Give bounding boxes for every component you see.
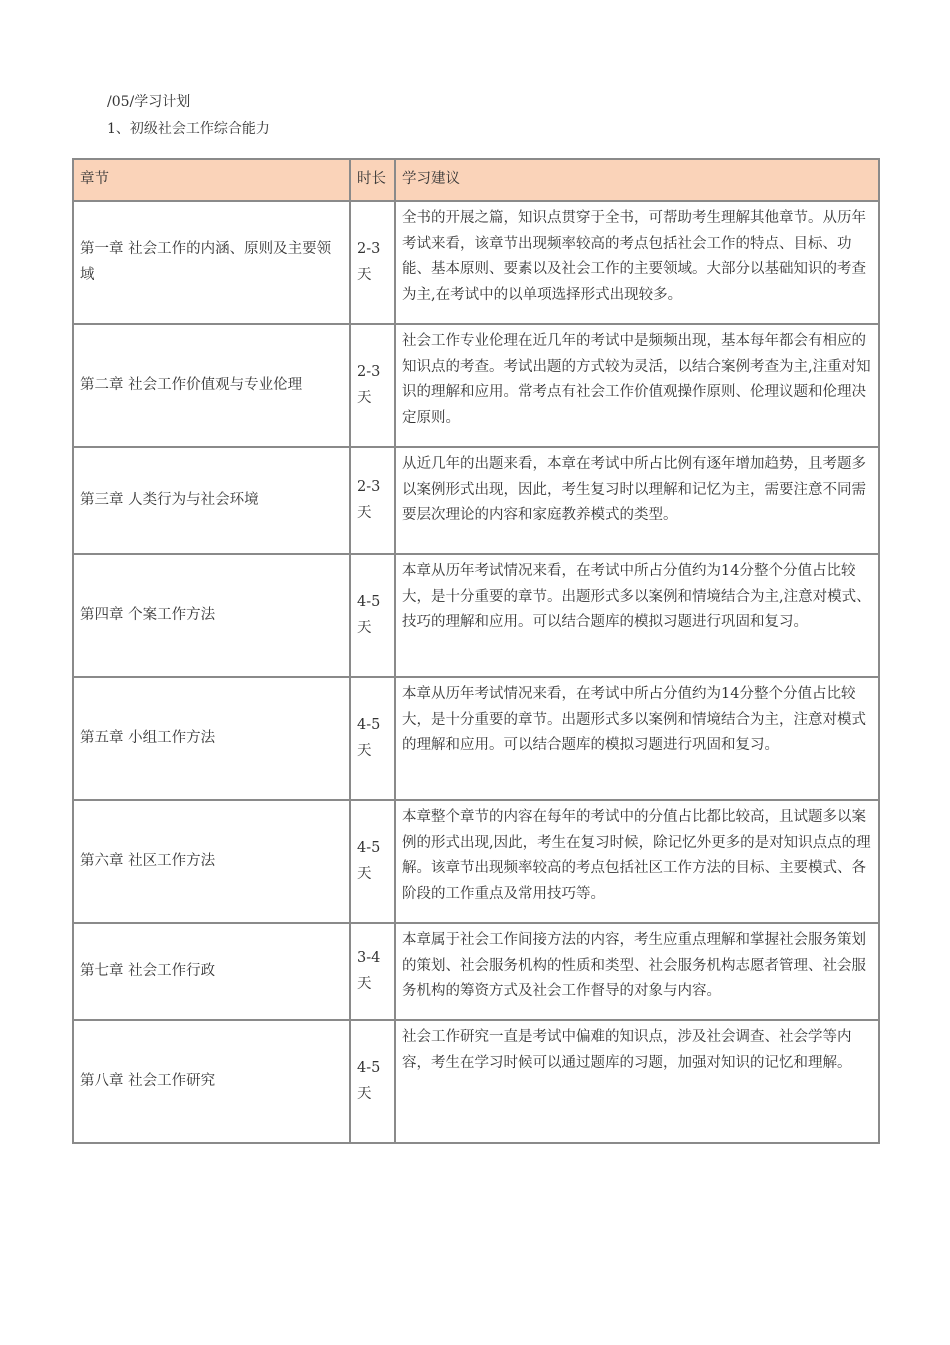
section-path: /05/学习计划 [107,94,191,110]
chapter-cell: 第三章 人类行为与社会环境 [73,447,350,554]
duration-cell: 2-3天 [350,201,395,324]
chapter-cell: 第一章 社会工作的内涵、原则及主要领域 [73,201,350,324]
table-row [73,923,879,1020]
chapter-cell: 第五章 小组工作方法 [73,677,350,800]
chapter-cell: 第八章 社会工作研究 [73,1020,350,1143]
advice-cell: 社会工作专业伦理在近几年的考试中是频频出现，基本每年都会有相应的知识点的考查。考试出题的方式较为灵活，以结合案例考查为主,注重对知识的理解和应用。常考点有社会工作价值观操作原则、伦理议题和伦理决定原则。 [395,324,879,447]
table-row [73,1020,879,1143]
table-row [73,201,879,324]
study-plan-table [72,158,880,1144]
table-row [73,677,879,800]
chapter-cell: 第六章 社区工作方法 [73,800,350,923]
advice-cell: 本章从历年考试情况来看，在考试中所占分值约为14分整个分值占比较大，是十分重要的章节。出题形式多以案例和情境结合为主,注意对模式、技巧的理解和应用。可以结合题库的模拟习题进行巩固和复习。 [395,554,879,677]
advice-cell: 本章整个章节的内容在每年的考试中的分值占比都比较高，且试题多以案例的形式出现,因此，考生在复习时候，除记忆外更多的是对知识点点的理解。该章节出现频率较高的考点包括社区工作方法的目标、主要模式、各阶段的工作重点及常用技巧等。 [395,800,879,923]
header-chapter: 章节 [73,159,350,201]
table-header-row [73,159,879,201]
duration-cell: 3-4天 [350,923,395,1020]
chapter-cell: 第二章 社会工作价值观与专业伦理 [73,324,350,447]
duration-cell: 4-5天 [350,677,395,800]
duration-cell: 4-5天 [350,1020,395,1143]
duration-cell: 2-3天 [350,447,395,554]
table-row [73,447,879,554]
chapter-cell: 第四章 个案工作方法 [73,554,350,677]
table-row [73,324,879,447]
duration-cell: 4-5天 [350,554,395,677]
advice-cell: 本章从历年考试情况来看，在考试中所占分值约为14分整个分值占比较大，是十分重要的章节。出题形式多以案例和情境结合为主，注意对模式的理解和应用。可以结合题库的模拟习题进行巩固和复习。 [395,677,879,800]
advice-cell: 社会工作研究一直是考试中偏难的知识点，涉及社会调查、社会学等内容，考生在学习时候可以通过题库的习题，加强对知识的记忆和理解。 [395,1020,879,1143]
section-subtitle: 1、初级社会工作综合能力 [107,121,270,137]
header-advice: 学习建议 [395,159,879,201]
advice-cell: 全书的开展之篇，知识点贯穿于全书，可帮助考生理解其他章节。从历年考试来看，该章节出现频率较高的考点包括社会工作的特点、目标、功能、基本原则、要素以及社会工作的主要领域。大部分以基础知识的考查为主,在考试中的以单项选择形式出现较多。 [395,201,879,324]
chapter-cell: 第七章 社会工作行政 [73,923,350,1020]
duration-cell: 2-3天 [350,324,395,447]
advice-cell: 从近几年的出题来看，本章在考试中所占比例有逐年增加趋势，且考题多以案例形式出现，因此，考生复习时以理解和记忆为主，需要注意不同需要层次理论的内容和家庭教养模式的类型。 [395,447,879,554]
table-row [73,554,879,677]
table-row [73,800,879,923]
header-duration: 时长 [350,159,395,201]
duration-cell: 4-5天 [350,800,395,923]
advice-cell: 本章属于社会工作间接方法的内容，考生应重点理解和掌握社会服务策划的策划、社会服务机构的性质和类型、社会服务机构志愿者管理、社会服务机构的筹资方式及社会工作督导的对象与内容。 [395,923,879,1020]
